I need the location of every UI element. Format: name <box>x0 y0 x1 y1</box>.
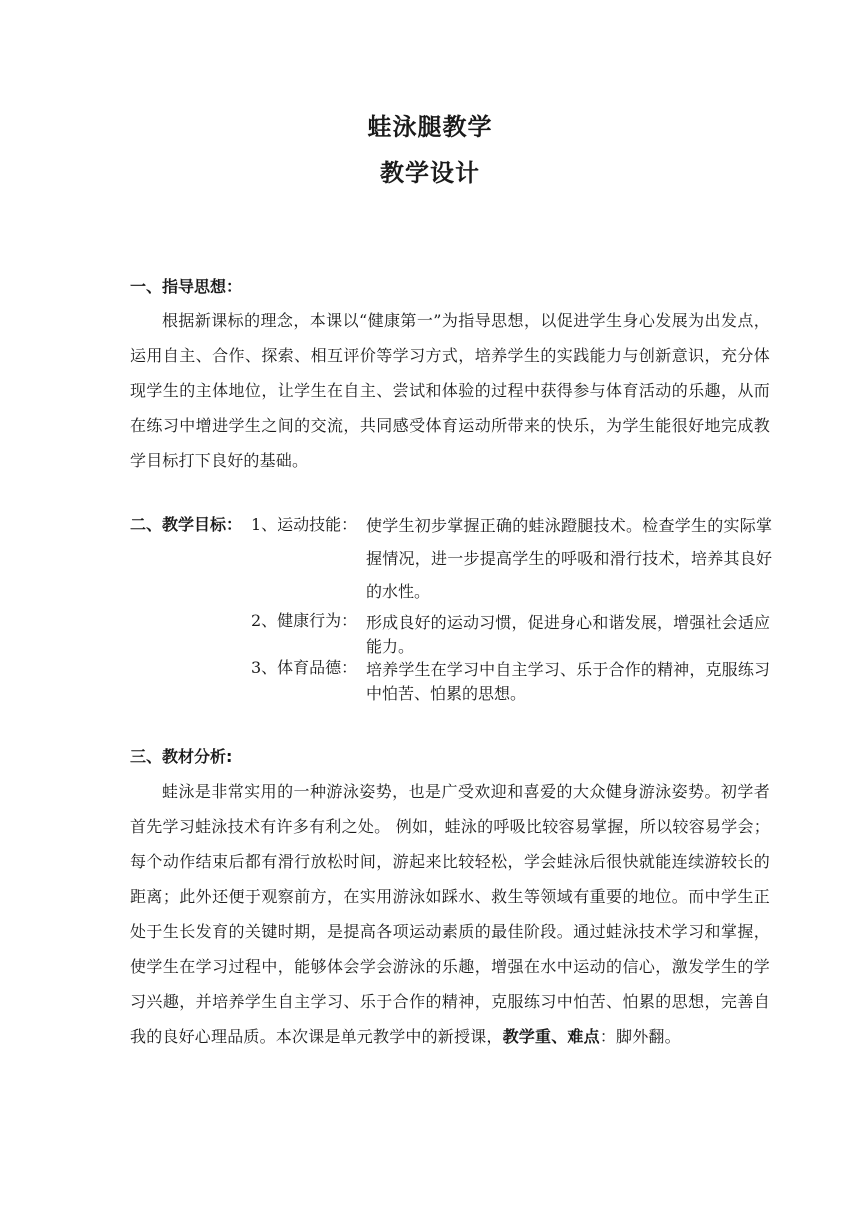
document-title: 蛙泳腿教学 <box>367 113 493 141</box>
goal-text-1 <box>366 509 772 608</box>
goal-label-2: 2、健康行为： <box>251 611 358 630</box>
section3-heading: 三、教材分析: <box>130 747 233 766</box>
section3-body <box>130 774 770 1054</box>
section1-body: 根据新课标的理念，本课以“健康第一”为指导思想，以促进学生身心发展为出发点，运用自主、合作、探索、相互评价等学习方式，培养学生的实践能力与创新意识，充分体现学生的主体地位，让学生在自主、尝试和体验的过程中获得参与体育活动的乐趣，从而在练习中增进学生之间的交流，共同感受体育运动所带来的快乐，为学生能很好地完成教学目标打下良好的基础。 <box>130 311 770 470</box>
key-points-label: 教学重、难点 <box>502 1027 600 1046</box>
key-points-colon: ： <box>599 1027 617 1046</box>
section3-body-text: 蛙泳是非常实用的一种游泳姿势，也是广受欢迎和喜爱的大众健身游泳姿势。初学者首先学习蛙泳技术有许多有利之处。 例如，蛙泳的呼吸比较容易掌握，所以较容易学会；每个动作结束后都有滑行放松时间，游起来比较轻松，学会蛙泳后很快就能连续游较长的距离；此外还便于观察前方，在实用游泳如踩水、救生等领域有重要的地位。而中学生正处于生长发育的关键时期，是提高各项运动素质的最佳阶段。通过蛙泳技术学习和掌握，使学生在学习过程中，能够体会学会游泳的乐趣，增强在水中运动的信心，激发学生的学习兴趣，并培养学生自主学习、乐于合作的精神，克服练习中怕苦、怕累的思想，完善自我的良好心理品质。本次课是单元教学中的新授课， <box>130 782 770 1046</box>
section2-heading: 二、教学目标： <box>130 515 243 534</box>
goal-text-2: 形成良好的运动习惯，促进身心和谐发展，增强社会适应能力。 <box>366 613 770 656</box>
key-points-text: 脚外翻。 <box>616 1027 681 1046</box>
goal-text-1-content: 使学生初步掌握正确的蛙泳蹬腿技术。检查学生的实际掌握情况，进一步提高学生的呼吸和滑行技术，培养其良好的水性。 <box>366 516 772 601</box>
goal-label-3: 3、体育品德： <box>251 658 358 677</box>
goal-text-3: 培养学生在学习中自主学习、乐于合作的精神，克服练习中怕苦、怕累的思想。 <box>366 660 770 703</box>
goal-label-1: 1、运动技能： <box>251 515 358 534</box>
document-subtitle: 教学设计 <box>380 159 480 187</box>
section1-heading: 一、指导思想： <box>130 277 243 296</box>
